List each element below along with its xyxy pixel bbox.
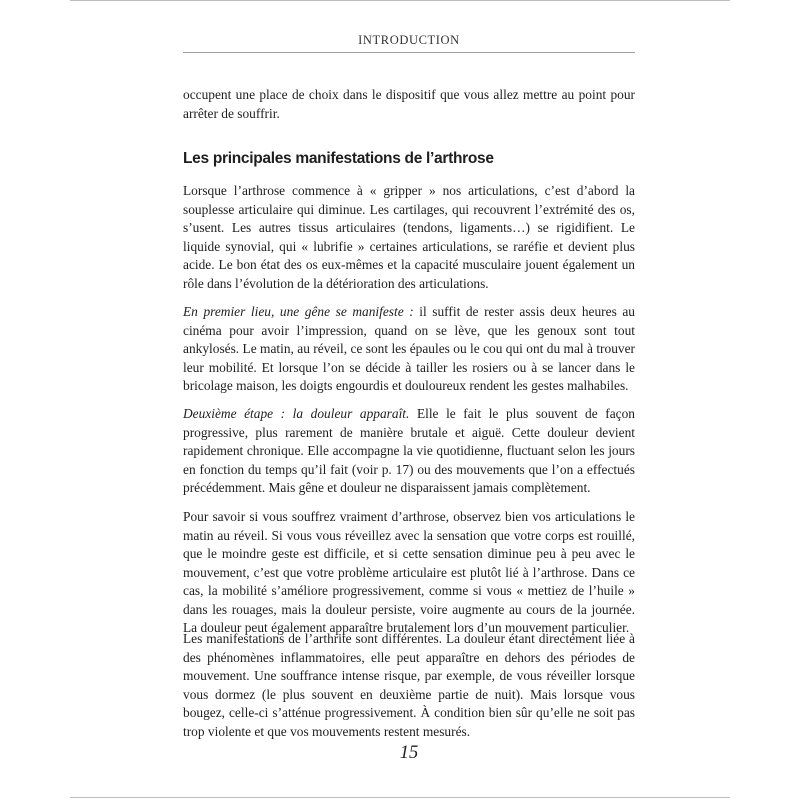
paragraph-lead: En premier lieu, une gêne se manifeste : — [183, 304, 414, 319]
paragraph-body — [183, 508, 635, 638]
paragraph-body — [183, 303, 635, 396]
paragraph-2 — [183, 303, 635, 396]
page-number: 15 — [399, 743, 419, 763]
paragraph-3 — [183, 405, 635, 498]
paragraph-1 — [183, 182, 635, 293]
paragraph-text: occupent une place de choix dans le dispositif que vous allez mettre au point pour arrêter de souffrir. — [183, 87, 635, 121]
paragraph-text: Lorsque l’arthrose commence à « gripper » nos articulations, c’est d’abord la souplesse articulaire qui diminue. Les cartilages, qui recouvrent l’extrémité des os, s’usent. Les autres tissus articulaires (tendons, ligaments…) se rigidifient. Le liquide synovial, qui « lubrifie » certaines articulations, se raréfie et devient plus acide. Le bon état des os eux-mêmes et la capacité musculaire jouent également un rôle dans l’évolution de la détérioration des articulations. — [183, 183, 635, 291]
running-header: INTRODUCTION — [358, 33, 460, 47]
paragraph-4 — [183, 508, 635, 638]
header-rule — [183, 52, 635, 53]
paragraph-text: Pour savoir si vous souffrez vraiment d’arthrose, observez bien vos articulations le matin au réveil. Si vous vous réveillez avec la sensation que votre corps est rouillé, que le moindre geste est difficile, et si cette sensation diminue peu à peu avec le mouvement, c’est que votre problème articulaire est plutôt lié à l’arthrose. Dans ce cas, la mobilité s’améliore progressivement, comme si vous « mettiez de l’huile » dans les rouages, mais la douleur persiste, voire augmente au cours de la journée. La douleur peut également apparaître brutalement lors d’un mouvement particulier. — [183, 509, 635, 635]
paragraph-text: Les manifestations de l’arthrite sont différentes. La douleur étant directement liée à des phénomènes inflammatoires, elle peut apparaître en dehors des périodes de mouvement. Une souffrance intense risque, par exemple, de vous réveiller lorsque vous dormez (le plus souvent en deuxième partie de nuit). Mais lorsque vous bougez, celle-ci s’atténue progressivement. À condition bien sûr qu’elle ne soit pas trop violente et que vos mouvements restent mesurés. — [183, 631, 635, 739]
paragraph-body — [183, 182, 635, 293]
continuation-paragraph — [183, 86, 635, 123]
section-heading: Les principales manifestations de l’arthrose — [183, 150, 494, 167]
paragraph-text: il suffit de rester assis deux heures au cinéma pour avoir l’impression, quand on se lève, que les genoux sont tout ankylosés. Le matin, au réveil, ce sont les épaules ou le cou qui ont du mal à trouver leur mobilité. Et lorsque l’on se décide à tailler les rosiers ou à se lancer dans le bricolage maison, les doigts engourdis et douloureux rendent les gestes malhabiles. — [183, 304, 635, 393]
paragraph-text: Elle le fait le plus souvent de façon progressive, plus rarement de manière brutale et aiguë. Cette douleur devient rapidement chronique. Elle accompagne la vie quotidienne, fluctuant selon les jours en fonction du temps qu’il fait (voir p. 17) ou des mouvements que l’on a effectués précédemment. Mais gêne et douleur ne disparaissent jamais complètement. — [183, 406, 635, 495]
paragraph-body — [183, 405, 635, 498]
page-bottom-border — [70, 797, 730, 798]
paragraph-5 — [183, 630, 635, 741]
paragraph-lead: Deuxième étape : la douleur apparaît. — [183, 406, 410, 421]
paragraph-body — [183, 630, 635, 741]
page-top-border — [70, 0, 730, 1]
